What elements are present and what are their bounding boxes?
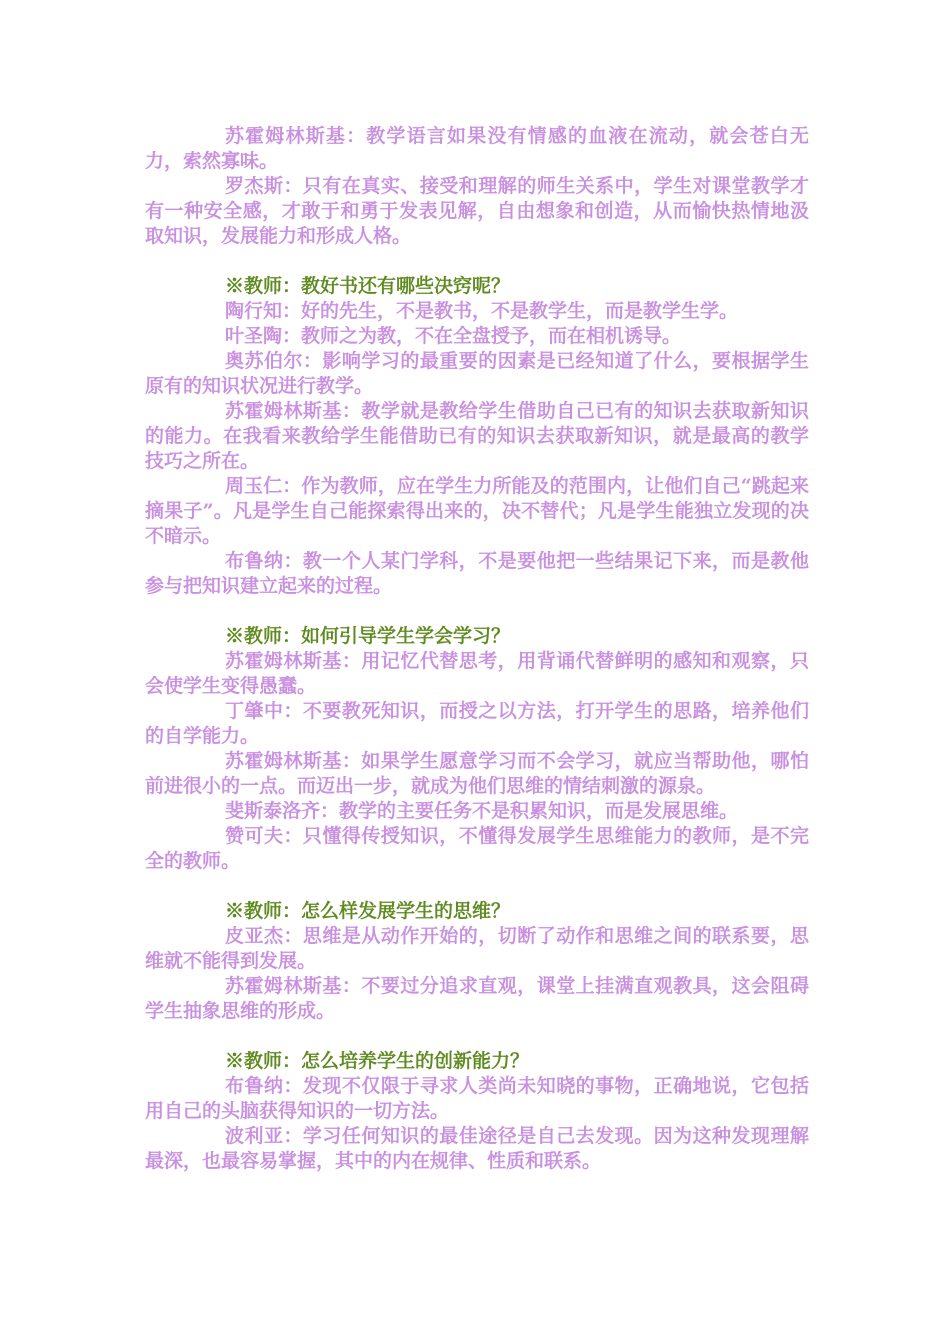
quote-paragraph: 陶行知：好的先生，不是教书，不是教学生，而是教学生学。 (225, 300, 739, 322)
quote-paragraph: 叶圣陶：教师之为教，不在全盘授予，而在相机诱导。 (225, 325, 682, 347)
section-1 (145, 124, 809, 249)
quote-paragraph: 布鲁纳：发现不仅限于寻求人类尚未知晓的事物，正确地说，它包括用自己的头脑获得知识的一切方法。 (145, 1075, 809, 1122)
section-3 (145, 624, 809, 874)
quote-paragraph: 波利亚：学习任何知识的最佳途径是自己去发现。因为这种发现理解最深，也最容易掌握，其中的内在规律、性质和联系。 (145, 1125, 809, 1172)
section-spacer (145, 874, 809, 899)
quote-paragraph: 苏霍姆林斯基：用记忆代替思考，用背诵代替鲜明的感知和观察，只会使学生变得愚蠢。 (145, 650, 809, 697)
quote-paragraph: 皮亚杰：思维是从动作开始的，切断了动作和思维之间的联系要，思维就不能得到发展。 (145, 925, 809, 972)
section-spacer (145, 599, 809, 624)
quote-paragraph: 丁肇中：不要教死知识，而授之以方法，打开学生的思路，培养他们的自学能力。 (145, 700, 809, 747)
quote-paragraph: 罗杰斯：只有在真实、接受和理解的师生关系中，学生对课堂教学才有一种安全感，才敢于和勇于发表见解，自由想象和创造，从而愉快热情地汲取知识，发展能力和形成人格。 (145, 175, 809, 247)
document-page (145, 124, 809, 1174)
quote-paragraph: 赞可夫：只懂得传授知识，不懂得发展学生思维能力的教师，是不完全的教师。 (145, 825, 809, 872)
section-heading: ※教师：如何引导学生学会学习？ (225, 625, 511, 647)
quote-paragraph: 布鲁纳：教一个人某门学科，不是要他把一些结果记下来，而是教他参与把知识建立起来的过程。 (145, 550, 809, 597)
quote-paragraph: 斐斯泰洛齐：教学的主要任务不是积累知识，而是发展思维。 (225, 800, 739, 822)
section-4 (145, 899, 809, 1024)
section-spacer (145, 1024, 809, 1049)
quote-paragraph: 苏霍姆林斯基：教学语言如果没有情感的血液在流动，就会苍白无力，索然寡味。 (145, 125, 809, 172)
quote-paragraph: 奥苏伯尔：影响学习的最重要的因素是已经知道了什么，要根据学生原有的知识状况进行教学。 (145, 350, 809, 397)
quote-paragraph: 周玉仁：作为教师，应在学生力所能及的范围内，让他们自己“跳起来摘果子”。凡是学生自己能探索得出来的，决不替代；凡是学生能独立发现的决不暗示。 (145, 475, 809, 547)
section-heading: ※教师：教好书还有哪些决窍呢？ (225, 275, 511, 297)
section-heading: ※教师：怎么样发展学生的思维？ (225, 900, 511, 922)
section-heading: ※教师：怎么培养学生的创新能力？ (225, 1050, 530, 1072)
section-spacer (145, 249, 809, 274)
section-2 (145, 274, 809, 599)
quote-paragraph: 苏霍姆林斯基：教学就是教给学生借助自己已有的知识去获取新知识的能力。在我看来教给学生能借助已有的知识去获取新知识，就是最高的教学技巧之所在。 (145, 400, 809, 472)
section-5 (145, 1049, 809, 1174)
quote-paragraph: 苏霍姆林斯基：不要过分追求直观，课堂上挂满直观教具，这会阻碍学生抽象思维的形成。 (145, 975, 809, 1022)
quote-paragraph: 苏霍姆林斯基：如果学生愿意学习而不会学习，就应当帮助他，哪怕前进很小的一点。而迈出一步，就成为他们思维的情结刺激的源泉。 (145, 750, 809, 797)
